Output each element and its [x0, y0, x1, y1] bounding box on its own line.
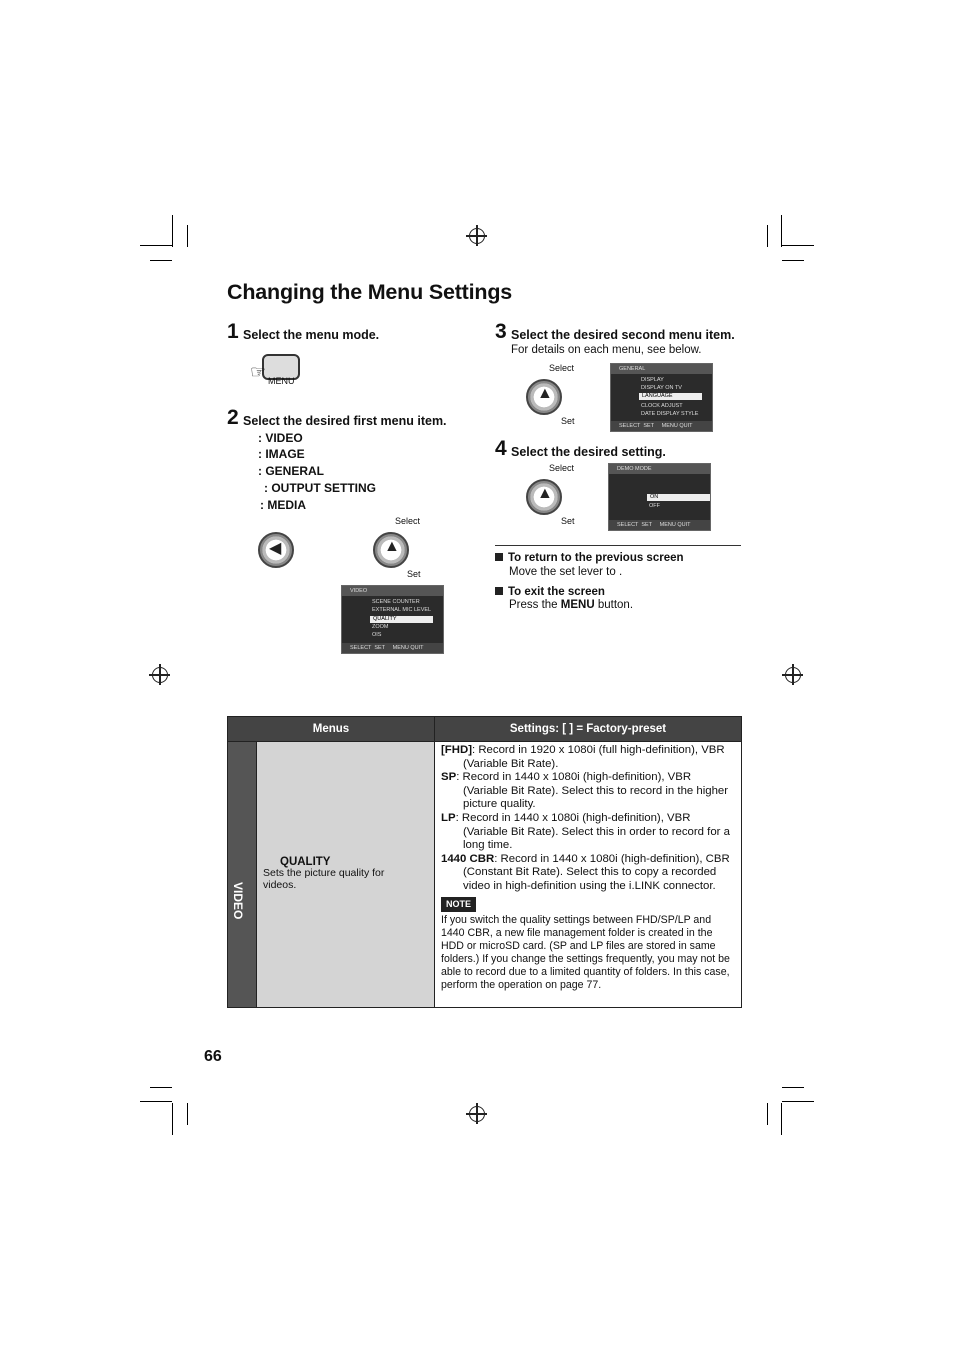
set-lever-left-icon: ◀ — [258, 532, 294, 568]
screen-item: EXTERNAL MIC LEVEL — [372, 607, 432, 613]
registration-mark-icon — [469, 228, 485, 244]
section-label: VIDEO — [231, 882, 245, 920]
select-label: Select — [395, 516, 421, 526]
exit-tip-bold: MENU — [560, 599, 595, 611]
step-2-text: Select the desired first menu item. — [243, 414, 447, 428]
setting-lp — [441, 812, 735, 853]
crop-mark — [767, 1103, 768, 1125]
exit-tip-post: button. — [594, 599, 634, 611]
return-tip-text: Move the set lever to . — [509, 566, 623, 578]
menu-item-output-setting: : OUTPUT SETTING — [264, 481, 376, 495]
screen-footer-set: SET — [374, 645, 385, 651]
menu-item-image: : IMAGE — [258, 447, 305, 461]
crop-mark — [767, 225, 768, 247]
screen-item-highlighted: ON — [647, 494, 710, 501]
screen-header: VIDEO — [342, 586, 443, 596]
crop-mark — [150, 260, 172, 261]
crop-mark — [140, 1101, 172, 1102]
screen-item-highlighted: QUALITY — [370, 616, 433, 623]
general-menu-screen — [610, 363, 713, 432]
screen-footer-select: SELECT — [617, 522, 639, 528]
screen-footer-set: SET — [641, 522, 652, 528]
crop-mark — [150, 1087, 172, 1088]
page-title: Changing the Menu Settings — [227, 280, 513, 304]
registration-mark-icon — [469, 1106, 485, 1122]
set-lever-select-icon: ▲ — [526, 379, 562, 415]
menu-item-media: : MEDIA — [260, 498, 306, 512]
screen-item: SCENE COUNTER — [372, 599, 420, 605]
hand-pointer-icon: ☞ — [250, 362, 267, 382]
return-tip-title — [495, 552, 684, 564]
return-tip-title-text: To return to the previous screen — [508, 552, 684, 564]
step-2-number: 2 — [227, 406, 239, 429]
exit-tip-text — [509, 599, 633, 611]
table-header-menus: Menus — [228, 717, 435, 742]
setting-text: : Record in 1920 x 1080i (full high-definition), VBR (Variable Bit Rate). — [463, 744, 725, 770]
screen-footer-quit: MENU QUIT — [392, 645, 424, 651]
demo-mode-screen — [608, 463, 711, 531]
menu-item-general: : GENERAL — [258, 464, 324, 478]
screen-item: DATE DISPLAY STYLE — [641, 411, 699, 417]
set-lever-select-icon: ▲ — [526, 479, 562, 515]
setting-key: SP — [441, 771, 457, 784]
step-3-text: Select the desired second menu item. — [511, 328, 735, 342]
note-badge: NOTE — [441, 897, 476, 913]
page-number: 66 — [204, 1048, 222, 1065]
setting-key: 1440 CBR — [441, 852, 495, 865]
step-1-number: 1 — [227, 320, 239, 343]
screen-footer-select: SELECT — [619, 423, 641, 429]
bullet-square-icon — [495, 553, 503, 561]
table-header-settings: Settings: [ ] = Factory-preset — [435, 717, 742, 742]
exit-tip-title-text: To exit the screen — [508, 586, 605, 598]
menu-button-label: MENU — [268, 376, 295, 386]
crop-mark — [172, 1103, 173, 1135]
setting-fhd — [441, 744, 735, 771]
screen-item: CLOCK ADJUST — [641, 403, 683, 409]
crop-mark — [140, 245, 172, 246]
crop-mark — [782, 1101, 814, 1102]
settings-cell — [435, 742, 742, 1008]
setting-sp — [441, 771, 735, 812]
set-label: Set — [561, 416, 575, 426]
screen-item: OFF — [649, 503, 660, 509]
select-label: Select — [549, 463, 575, 473]
set-lever-select-icon: ▲ — [373, 532, 409, 568]
step-4-text: Select the desired setting. — [511, 445, 666, 459]
menu-item-video: : VIDEO — [258, 431, 303, 445]
menu-description: Sets the picture quality for videos. — [263, 867, 385, 891]
bullet-square-icon — [495, 587, 503, 595]
crop-mark — [172, 215, 173, 247]
settings-table — [227, 716, 742, 1008]
screen-footer-set: SET — [643, 423, 654, 429]
screen-item: DISPLAY — [641, 377, 664, 383]
setting-1440cbr — [441, 853, 735, 894]
screen-header: GENERAL — [611, 364, 712, 374]
exit-tip-title — [495, 586, 605, 598]
step-4-number: 4 — [495, 437, 507, 460]
registration-mark-icon — [785, 667, 801, 683]
screen-footer-quit: MENU QUIT — [661, 423, 693, 429]
screen-footer-quit: MENU QUIT — [659, 522, 691, 528]
menu-name: QUALITY — [280, 856, 331, 868]
menu-cell — [257, 742, 435, 1008]
select-label: Select — [549, 363, 575, 373]
screen-header: DEMO MODE — [609, 464, 710, 474]
setting-key: [FHD] — [441, 744, 472, 756]
screen-item-highlighted: LANGUAGE — [639, 393, 702, 400]
crop-mark — [781, 1103, 782, 1135]
step-3-subtext: For details on each menu, see below. — [511, 344, 702, 356]
crop-mark — [187, 1103, 188, 1125]
screen-item: DISPLAY ON TV — [641, 385, 682, 391]
step-1-text: Select the menu mode. — [243, 328, 380, 342]
crop-mark — [782, 1087, 804, 1088]
crop-mark — [187, 225, 188, 247]
crop-mark — [781, 215, 782, 247]
video-menu-screen — [341, 585, 444, 654]
section-label-cell — [228, 742, 257, 1008]
crop-mark — [782, 245, 814, 246]
setting-key: LP — [441, 811, 456, 824]
registration-mark-icon — [152, 667, 168, 683]
screen-footer-select: SELECT — [350, 645, 372, 651]
exit-tip-pre: Press the — [509, 599, 561, 611]
note-text: If you switch the quality settings between FHD/SP/LP and 1440 CBR, a new file management folder is created in the HDD or microSD card. (SP and LP files are stored in same folders.) If you change the settings frequently, you may not be able to record due to a limited quantity of folders. In this case, perform the operation on page 77. — [441, 914, 730, 992]
divider — [495, 545, 741, 546]
set-label: Set — [407, 569, 421, 579]
screen-item: OIS — [372, 632, 382, 638]
setting-text: : Record in 1440 x 1080i (high-definition), VBR (Variable Bit Rate). Select this to record in the higher picture quality. — [456, 771, 729, 811]
set-label: Set — [561, 516, 575, 526]
crop-mark — [782, 260, 804, 261]
step-3-number: 3 — [495, 320, 507, 343]
setting-text: : Record in 1440 x 1080i (high-definition), VBR (Variable Bit Rate). Select this in order to record for a long time. — [455, 811, 730, 852]
setting-text: : Record in 1440 x 1080i (high-definition), CBR (Constant Bit Rate). Select this to copy a recorded video in high-definition using the i.LINK connector. — [463, 852, 730, 892]
screen-item: ZOOM — [372, 624, 389, 630]
